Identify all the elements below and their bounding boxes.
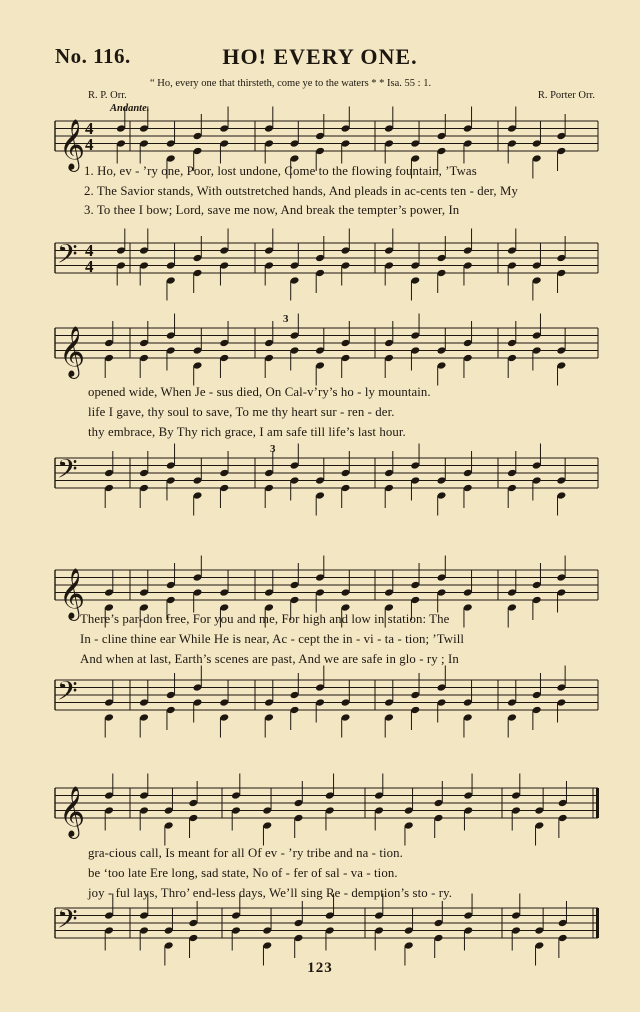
bass-clef-icon: 𝄢 xyxy=(57,239,78,275)
system-2-bass-staff xyxy=(0,443,640,510)
system-3-verse-3: And when at last, Earth’s scenes are past, And we are safe in glo - ry ; In xyxy=(80,652,459,666)
system-1-bass-staff xyxy=(0,235,640,295)
bass-clef-icon: 𝄢 xyxy=(57,904,78,940)
composer-credit: R. Porter Orr. xyxy=(537,90,595,101)
system-3-bass-staff xyxy=(0,672,640,732)
bass-clef-icon: 𝄢 xyxy=(57,676,78,712)
triplet-mark: 3 xyxy=(283,313,289,325)
final-barline-thick xyxy=(596,788,599,818)
page-number: 123 xyxy=(307,960,333,976)
treble-clef-icon: 𝄞 xyxy=(59,327,86,376)
system-1-verse-2: 2. The Savior stands, With outstretched hands, And pleads in ac-cents ten - der, My xyxy=(84,184,518,198)
system-1-verse-1: 1. Ho, ev - ’ry one, Poor, lost undone, Come to the flowing fountain, ’Twas xyxy=(84,164,477,178)
hymn-number: No. 116. xyxy=(55,44,131,68)
system-4-bass-staff xyxy=(0,900,640,960)
system-4-verse-3: joy - ful lays, Thro’ end-less days, We’ll sing Re - demption’s sto - ry. xyxy=(88,886,453,900)
system-4-verse-1: gra-cious call, Is meant for all Of ev - ’ry tribe and na - tion. xyxy=(88,846,403,860)
system-3-verse-1: There’s par-don free, For you and me, For high and low in station: The xyxy=(80,612,450,626)
time-signature-top: 4 xyxy=(85,241,94,260)
tempo-marking: Andante. xyxy=(110,103,150,114)
system-2-verse-2: life I gave, thy soul to save, To me thy heart sur - ren - der. xyxy=(88,405,395,419)
system-1-verse-3: 3. To thee I bow; Lord, save me now, And break the tempter’s power, In xyxy=(84,203,460,217)
system-4-treble-staff xyxy=(0,780,640,840)
hymn-title: HO! EVERY ONE. xyxy=(222,44,418,69)
system-3-verse-2: In - cline thine ear While He is near, Ac - cept the in - vi - ta - tion; ’Twill xyxy=(80,632,465,646)
system-2-verse-1: opened wide, When Je - sus died, On Cal-v’ry’s ho - ly mountain. xyxy=(88,385,431,399)
treble-clef-icon: 𝄞 xyxy=(59,120,86,169)
time-signature-top: 4 xyxy=(85,119,94,138)
scripture-epigraph: “ Ho, every one that thirsteth, come ye to the waters * * Isa. 55 : 1. xyxy=(150,78,432,89)
final-barline-thick xyxy=(596,908,599,938)
system-4-verse-2: be ‘too late Ere long, sad state, No of - fer of sal - va - tion. xyxy=(88,866,398,880)
system-2-verse-3: thy embrace, By Thy rich grace, I am safe till life’s last hour. xyxy=(88,425,406,439)
treble-clef-icon: 𝄞 xyxy=(59,569,86,618)
treble-clef-icon: 𝄞 xyxy=(59,787,86,836)
time-signature-bottom: 4 xyxy=(85,135,94,154)
triplet-mark: 3 xyxy=(270,443,276,455)
lyricist-credit: R. P. Orr. xyxy=(88,90,127,101)
time-signature-bottom: 4 xyxy=(85,257,94,276)
system-2-treble-staff xyxy=(0,313,640,380)
bass-clef-icon: 𝄢 xyxy=(57,454,78,490)
